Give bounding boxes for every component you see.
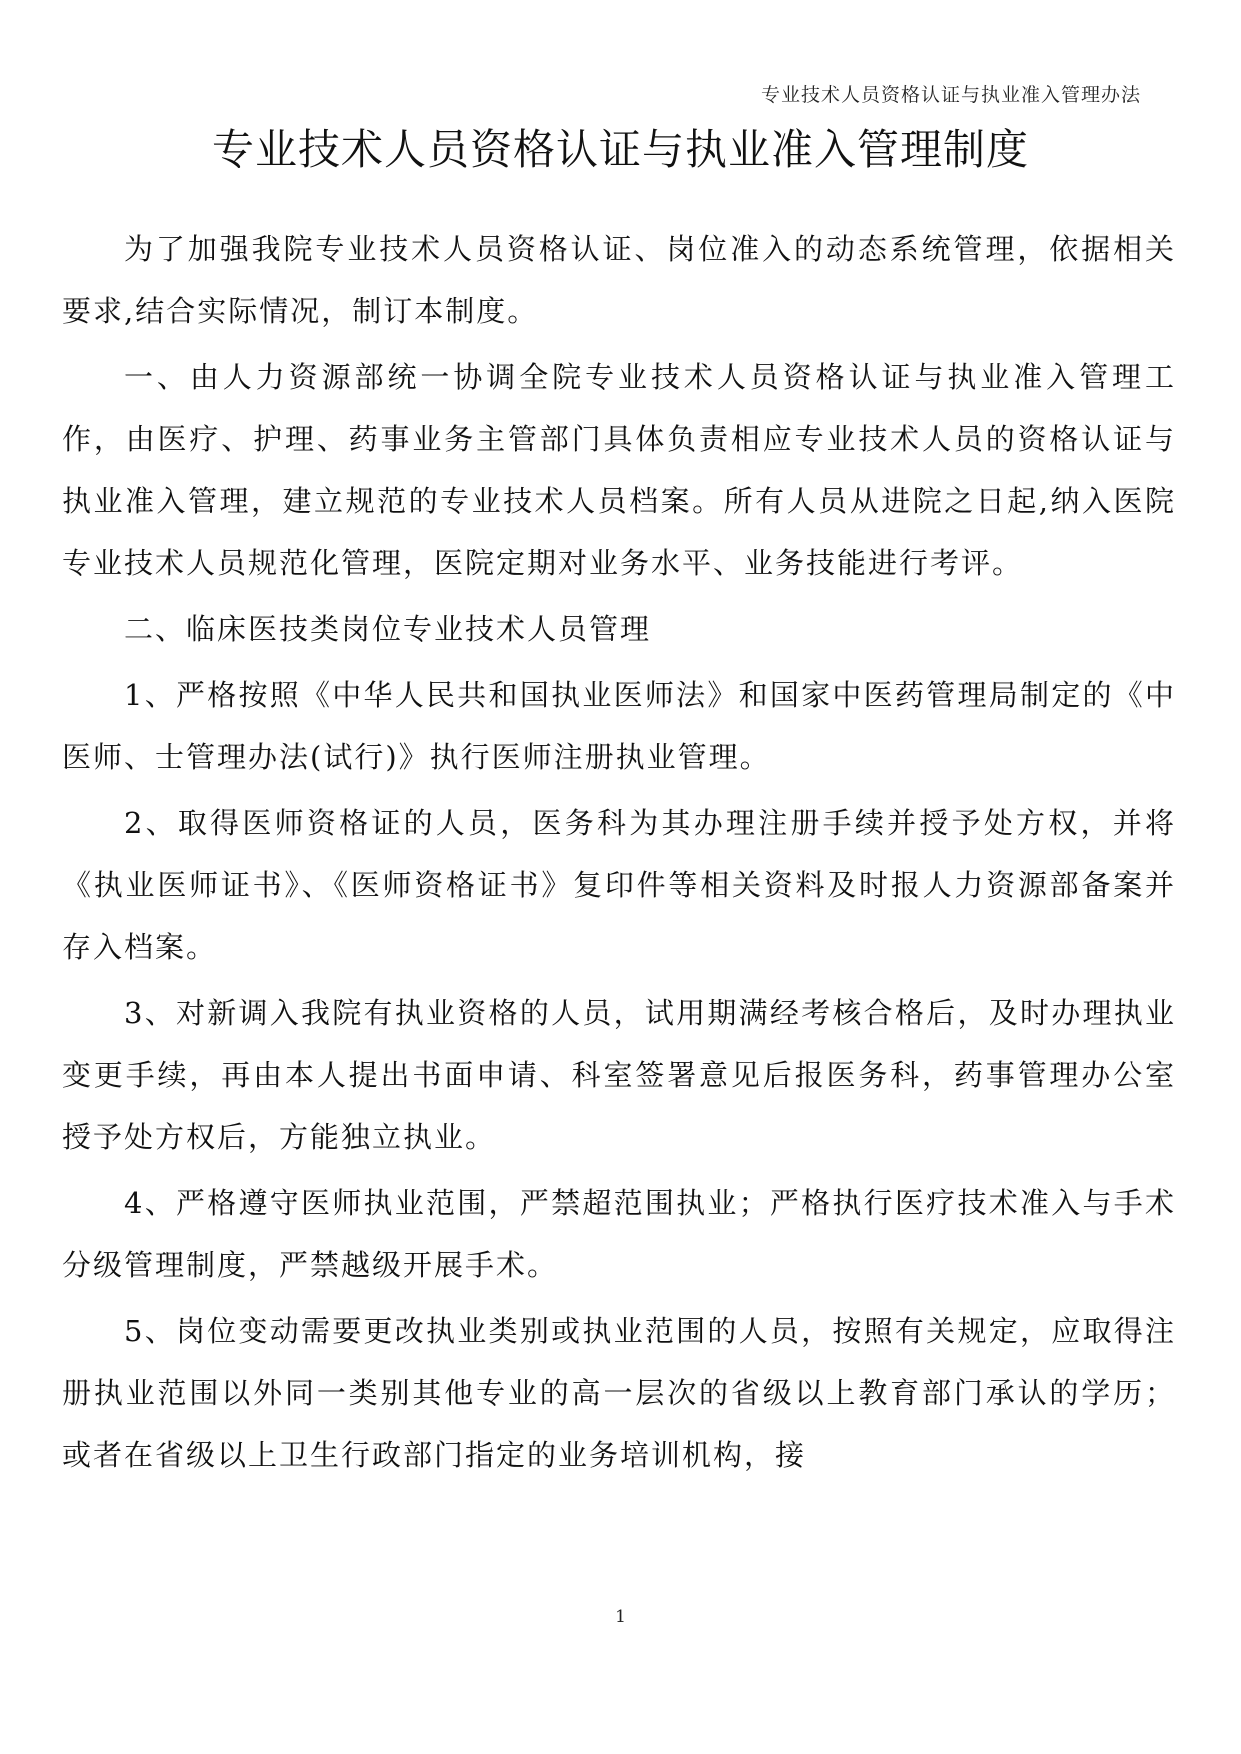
page-number: 1 (615, 1607, 626, 1627)
paragraph-item-4: 4、严格遵守医师执业范围，严禁超范围执业；严格执行医疗技术准入与手术分级管理制度，严禁越级开展手术。 (62, 1186, 1176, 1282)
document-body (62, 218, 1176, 1490)
running-header: 专业技术人员资格认证与执业准入管理办法 (760, 84, 1141, 106)
paragraph-section-1: 一、由人力资源部统一协调全院专业技术人员资格认证与执业准入管理工作，由医疗、护理、药事业务主管部门具体负责相应专业技术人员的资格认证与执业准入管理，建立规范的专业技术人员档案。所有人员从进院之日起,纳入医院专业技术人员规范化管理，医院定期对业务水平、业务技能进行考评。 (62, 360, 1176, 580)
paragraph-section-2-heading: 二、临床医技类岗位专业技术人员管理 (124, 612, 652, 646)
paragraph-item-5: 5、岗位变动需要更改执业类别或执业范围的人员，按照有关规定，应取得注册执业范围以外同一类别其他专业的高一层次的省级以上教育部门承认的学历；或者在省级以上卫生行政部门指定的业务培训机构，接 (62, 1314, 1176, 1472)
paragraph-item-3: 3、对新调入我院有执业资格的人员，试用期满经考核合格后，及时办理执业变更手续，再由本人提出书面申请、科室签署意见后报医务科，药事管理办公室授予处方权后，方能独立执业。 (62, 996, 1176, 1154)
paragraph-item-1: 1、严格按照《中华人民共和国执业医师法》和国家中医药管理局制定的《中医师、士管理办法(试行)》执行医师注册执业管理。 (62, 678, 1176, 774)
document-title: 专业技术人员资格认证与执业准入管理制度 (211, 125, 1029, 174)
paragraph-item-2: 2、取得医师资格证的人员，医务科为其办理注册手续并授予处方权，并将《执业医师证书》、《医师资格证书》复印件等相关资料及时报人力资源部备案并存入档案。 (62, 806, 1176, 964)
paragraph-intro: 为了加强我院专业技术人员资格认证、岗位准入的动态系统管理，依据相关要求,结合实际情况，制订本制度。 (62, 232, 1176, 328)
